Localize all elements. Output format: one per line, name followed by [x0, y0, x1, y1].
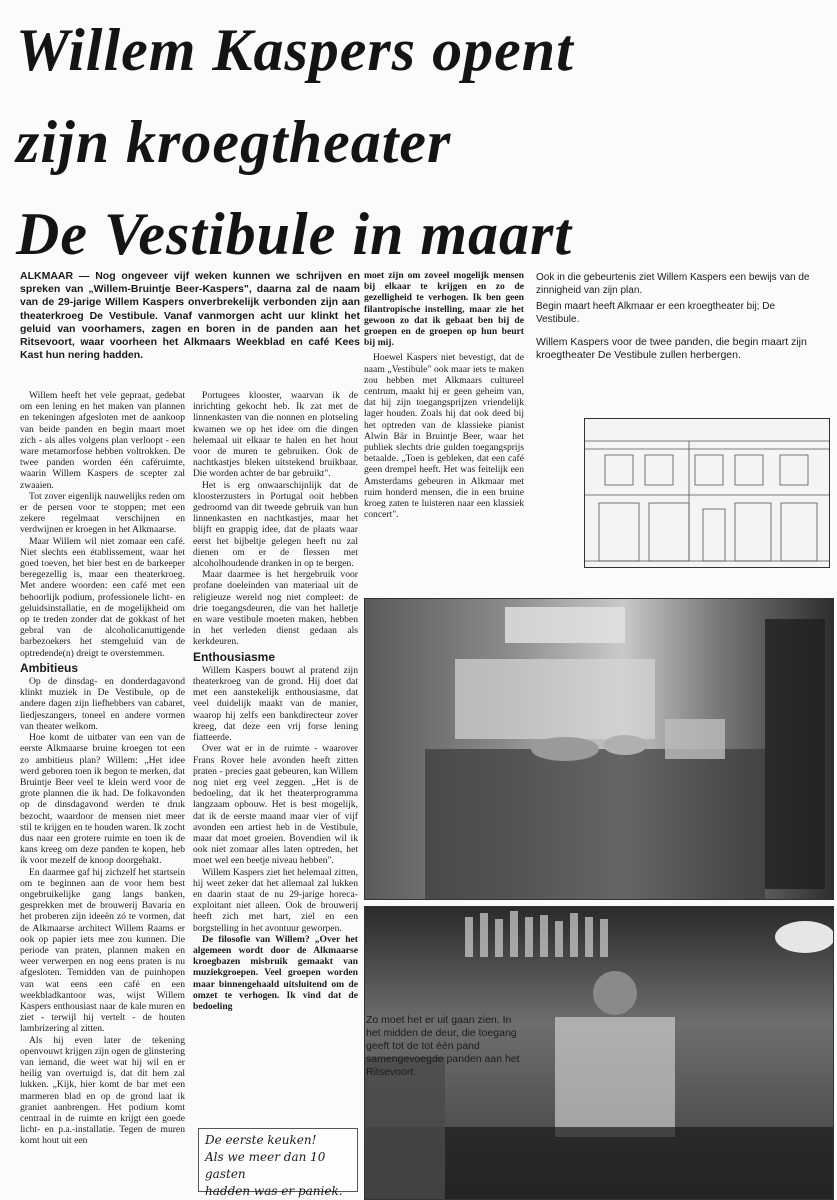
handnote-line-2: Als we meer dan 10 gasten: [205, 1150, 326, 1181]
handnote-line-1: De eerste keuken!: [205, 1133, 317, 1147]
paragraph: Tot zover eigenlijk nauwelijks reden om er de persen voor te stoppen; met een zekere regelmaat verschijnen en verdwijnen er kroegen in het Alkmaarse.: [20, 490, 185, 536]
paragraph: En daarmee gaf hij zichzelf het startsein om te beginnen aan de voor hem best ongebruikelijke gang langs banken, gesprekken met de brouwerij Bavaria en het proberen zijn ideeën zó te vormen, dat de Alkmaarse architect Willem Raams er ook op papier iets mee zou kunnen. Die periode van praten, plannen maken en weer verwerpen en nog eens praten is nu afgesloten. Temidden van de puinhopen van wat eens een café en een weekbladkantoor was, wijst Willem Kaspers enthousiast naar de kale muren en ziet - terwijl hij vertelt - de houten lambrizering al zitten.: [20, 866, 185, 1035]
paragraph: Begin maart heeft Alkmaar er een kroegtheater bij; De Vestibule.: [536, 301, 776, 325]
architect-drawing: [584, 418, 830, 568]
paragraph: Portugees klooster, waarvan ik de inrichting gekocht heb. Ik zat met de linnenkasten van die nonnen en plotseling kwamen we op het idee om die dingen helemaal uit elkaar te halen en het hout voor de muren te gebruiken. Ook de nachtkastjes bleken uitstekend bruikbaar. Die worden achter de bar gebruikt".: [193, 390, 358, 480]
kitchen-photo: [364, 598, 834, 900]
column-4: [536, 272, 821, 366]
column-3: [364, 270, 524, 520]
paragraph: Op de dinsdag- en donderdagavond klinkt muziek in De Vestibule, op de andere dagen zijn liefhebbers van cabaret, liedjeszangers, toneel en andere vormen van theater welkom.: [20, 676, 185, 732]
paragraph: Willem Kaspers ziet het helemaal zitten, hij weet zeker dat het allemaal zal lukken en daarin staat de nu 29-jarige horeca-exploitant niet alleen. Ook de brouwerij heeft zich met hart, ziel en een borgstelling in het avontuur geworpen.: [193, 866, 358, 934]
paragraph: Over wat er in de ruimte - waarover Frans Rover hele avonden heeft zitten praten - precies gaat gebeuren, kan Willem nog niet erg veel zeggen. „Het is de bedoeling, dat ik het theaterprogramma langzaam opbouw. Het is best mogelijk, dat ik de eerste maand maar vier of vijf avonden een artiest heb in de Vestibule, maar dat moet groeien. Bovendien wil ik ook niet zomaar alles laten optreden, het moet wel een beetje niveau hebben".: [193, 743, 358, 867]
handnote-line-3: hadden was er paniek.: [205, 1184, 343, 1198]
paragraph: Willem Kaspers bouwt al pratend zijn theaterkroeg van de grond. Hij doet dat met een aanstekelijk enthousiasme, dat veel duidelijk maakt van de manier, waarop hij zelfs een bankdirecteur zover kreeg, dat deze een vrij forse lening fiatteerde.: [193, 664, 358, 744]
headline: [16, 4, 836, 280]
column-1: [20, 390, 185, 1147]
paragraph: Als hij even later de tekening openvouwt krijgen zijn ogen de glinstering van iemand, die weet wat hij wil en er heilig van overtuigd is, dat dit hem zal lukken. „Kijk, hier komt de bar met een marmeren blad en op de grond laat ik graniet aanbrengen. Het podium komt centraal in de ruimte en krijgt een goede licht- en p.a.-installatie. Tegen de muren komt hout uit een: [20, 1034, 185, 1147]
paragraph-bold: De filosofie van Willem? „Over het algemeen wordt door de Alkmaarse kroegbazen misbruik gemaakt van muziekgroepen. Veel groepen worden maar binnengehaald uitsluitend om de omzet te verhogen. Ik vind dat de bedoeling: [193, 933, 358, 1012]
paragraph: Willem heeft het vele gepraat, gedebat om een lening en het maken van plannen en tekeningen afgesloten met de aankoop van beide panden en begin maart moet zich - als alles volgens plan verloopt - een ware metamorfose hebben voltrokken. De twee panden worden één caféruimte, waarin Willem Kaspers de scepter zal zwaaien.: [20, 390, 185, 491]
paragraph-bold: moet zijn om zoveel mogelijk mensen bij elkaar te krijgen en zo de gezelligheid te verhogen. Ik ben geen filantropische instelling, maar zie het gewoon zo dat ik gebaat ben bij de groepen en de groepen op hun beurt bij mij.: [364, 270, 524, 349]
photo-caption-building: Willem Kaspers voor de twee panden, die begin maart zijn kroegtheater De Vestibule zullen herbergen.: [536, 336, 807, 361]
handwritten-note: [198, 1128, 358, 1198]
paragraph: Maar Willem wil niet zomaar een café. Niet slechts een établissement, waar het goed toeven, het bier best en de barkeeper beregezellig is, maar een theaterkroeg. Met andere woorden: een café met een behoorlijk podium, professionele licht- en geluidsinstallatie, en de mogelijkheid om op te treden zonder dat de gokkast of het gebral van de alcoholicanuttigende barbezoekers het stemgeluid van de optredende(n) dreigt te overstemmen.: [20, 535, 185, 659]
paragraph: Het is erg onwaarschijnlijk dat de kloosterzusters in Portugal ooit hebben gedroomd van dit tweede gebruik van hun linnenkasten en nachtkastjes, maar het blijft en grappig idee, dat de plaats waar eerst het bijbeltje gelegen heeft nu zal dienen om er de flessen met alcoholhoudende dranken in op te bergen.: [193, 479, 358, 570]
headline-line-3: De Vestibule in maart: [16, 201, 573, 267]
subheading-ambitieus: Ambitieus: [20, 660, 79, 675]
column-2: [193, 390, 358, 1012]
paragraph: Maar daarmee is het hergebruik voor profane doeleinden van materiaal uit de religieuze wereld nog niet compleet: de drie toegangsdeuren, die van het halletje en ware vestibule moeten maken, hebben in het verleden dienst gedaan als kerkdeuren.: [193, 569, 358, 648]
paragraph: Ook in die gebeurtenis ziet Willem Kaspers een bewijs van de zinnigheid van zijn plan.: [536, 272, 810, 296]
headline-line-2: zijn kroegtheater: [16, 109, 452, 175]
paragraph: Hoe komt de uitbater van een van de eerste Alkmaarse bruine kroegen tot een zo ambitieus plan? Willem: „Het idee werd geboren toen ik begon te merken, dat Bruintje Beer veel te klein werd voor de grote plannen die ik had. De folkavonden op de dinsdagavond werden te druk bezocht, waardoor de mensen niet meer stil te krijgen en te houden waren. Ik zocht dus naar een grotere ruimte en toen ik de kans kreeg om deze panden te kopen, heb ik voor mezelf de knoop doorgehakt.: [20, 732, 185, 867]
photo-caption-drawing: Zo moet het er uit gaan zien. In het midden de deur, die toegang geeft tot de tot één pand samengevoegde panden aan het Ritsevoort.: [366, 1014, 520, 1078]
headline-line-1: Willem Kaspers opent: [16, 17, 574, 83]
paragraph: Hoewel Kaspers niet bevestigt, dat de naam „Vestibule" ook maar iets te maken zou hebben met Alkmaars cultureel centrum, maakt hij er geen geheim van, dat hij zijn toegangsprijzen vriendelijk lager houden. Zoals hij dat ook deed bij het optreden van de klassieke pianist Alwin Bär in Bruintje Beer, waar het publiek slechts drie gulden toegangsprijs betaalde. „Toen is gebleken, dat een café geen drempel heeft. Het was feitelijk een Amsterdams gebeuren in Alkmaar met ruim honderd mensen, die in een bruine kroeg zaten te luisteren naar een klassiek concert".: [364, 352, 524, 521]
subheading-enthousiasme: Enthousiasme: [193, 649, 276, 664]
intro-paragraph: ALKMAAR — Nog ongeveer vijf weken kunnen we schrijven en spreken van „Willem-Bruintje Beer-Kaspers", daarna zal de naam van de 29-jarige Willem Kaspers onverbrekelijk verbonden zijn aan theaterkroeg De Vestibule. Vanaf vanmorgen acht uur klinkt het geluid van voorhamers, zagen en boren in de panden aan het Ritsevoort, waar voorheen het Alkmaars Weekblad en café Kees Kast hun nering hadden.: [20, 270, 360, 362]
